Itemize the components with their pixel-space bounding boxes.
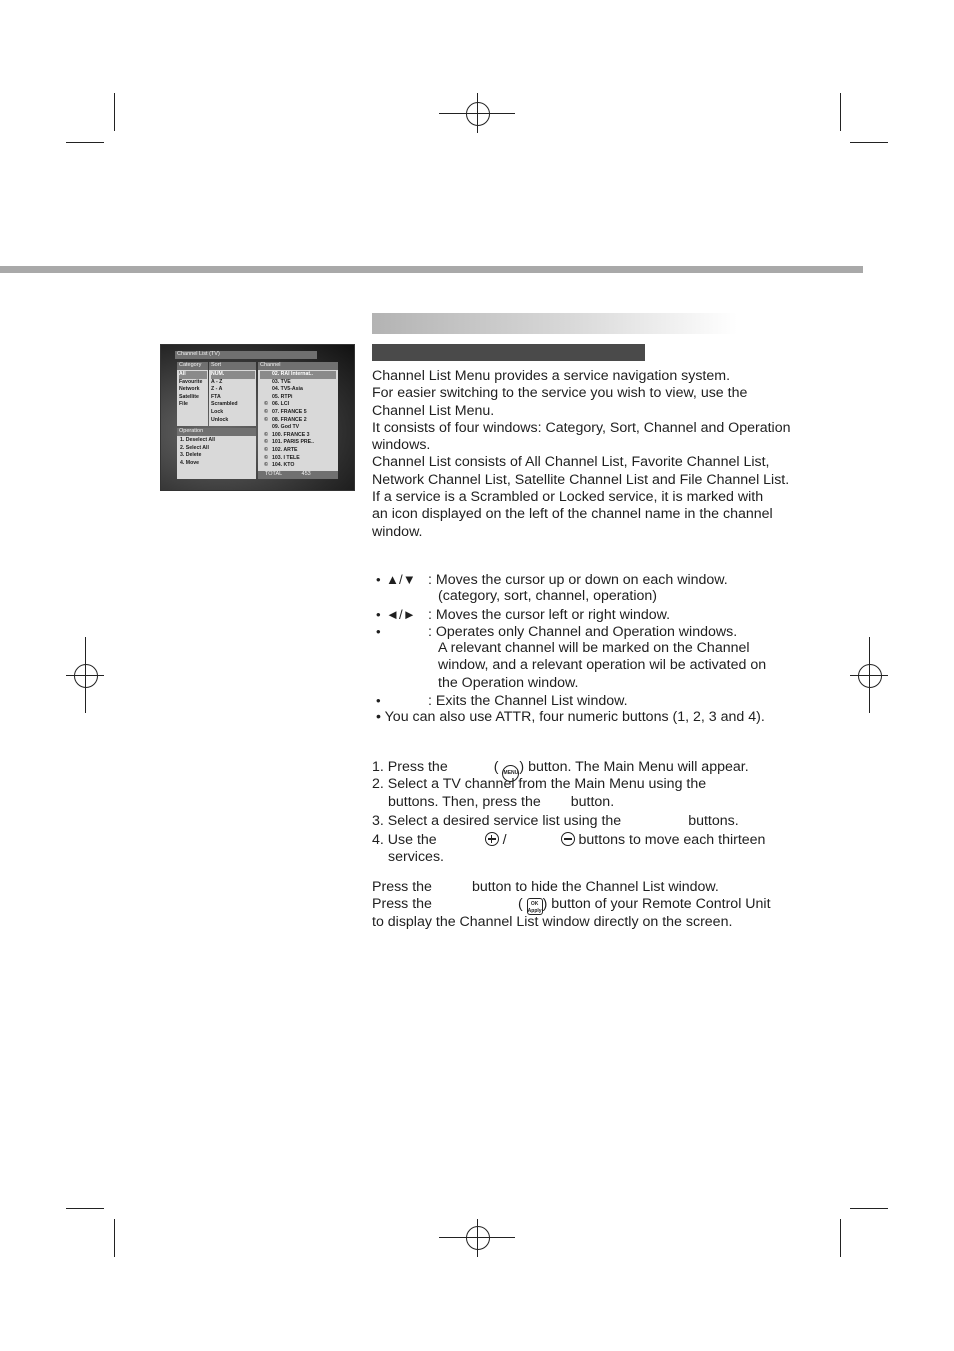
crop-mark xyxy=(66,142,104,143)
registration-circle xyxy=(74,664,98,688)
channel-item xyxy=(260,371,336,379)
category-item: File xyxy=(179,401,188,408)
step-3: 3. Select a desired service list using the buttons. xyxy=(372,812,739,829)
operation-item: 4. Move xyxy=(180,459,200,466)
description-line: For easier switching to the service you wish to view, use the xyxy=(372,385,748,402)
lock-icon: © xyxy=(264,416,268,423)
subsection-title-bar xyxy=(372,344,645,361)
category-header: Category xyxy=(177,362,208,370)
channel-name: 103. I TELE xyxy=(272,454,300,461)
crop-mark xyxy=(114,93,115,131)
key-item: • ◄/► : Moves the cursor left or right window. xyxy=(376,606,671,623)
step-1: 1. Press the ( MENU) button. The Main Menu will appear. xyxy=(372,759,765,776)
category-item: Network xyxy=(179,386,200,393)
channel-name: 07. FRANCE 5 xyxy=(272,409,307,415)
operation-item: 2. Select All xyxy=(180,444,209,451)
sort-item: A - Z xyxy=(211,378,223,385)
key-item: • : Operates only Channel and Operation windows. xyxy=(376,623,738,640)
lock-icon: © xyxy=(264,462,268,469)
sort-header: Sort xyxy=(209,362,256,370)
channel-item xyxy=(260,417,336,425)
step-2-cont: buttons. Then, press the button. xyxy=(388,793,615,810)
footer-line: Press the ( OK Apply) button of your Remote Control Unit xyxy=(372,896,771,915)
key-item: • : Exits the Channel List window. xyxy=(376,693,628,710)
description-line: If a service is a Scrambled or Locked service, it is marked with xyxy=(372,489,764,506)
crop-mark xyxy=(66,1208,104,1209)
operation-item: 3. Delete xyxy=(180,452,202,459)
channel-name: 02. RAI Internat.. xyxy=(272,371,313,377)
total-value: 453 xyxy=(301,471,311,477)
category-item: All xyxy=(179,371,207,379)
channel-item xyxy=(260,386,336,394)
crop-mark xyxy=(850,1208,888,1209)
step-4: 4. Use the / buttons to move each thirteen xyxy=(372,832,766,849)
sort-item: Z - A xyxy=(211,386,223,393)
lock-icon: © xyxy=(264,409,268,415)
lock-icon: © xyxy=(264,454,268,461)
channel-list-screenshot xyxy=(160,344,355,491)
channel-item xyxy=(260,439,336,447)
registration-circle xyxy=(466,1226,490,1250)
description-line: windows. xyxy=(372,437,431,454)
channel-item xyxy=(260,409,336,417)
lock-icon: © xyxy=(264,447,268,453)
footer-line: Press the button to hide the Channel List window. xyxy=(372,879,719,895)
channel-name: 104. KTO xyxy=(272,462,295,469)
operation-item: 1. Deselect All xyxy=(180,437,215,443)
channel-total-bar xyxy=(258,471,338,479)
channel-name: 04. TV5-Asia xyxy=(272,386,303,393)
crop-mark xyxy=(114,1219,115,1257)
channel-name: 100. FRANCE 3 xyxy=(272,431,310,438)
category-item: Satellite xyxy=(179,393,199,400)
channel-name: 03. TVE xyxy=(272,378,291,385)
footer-notes xyxy=(372,879,771,931)
minus-button-icon xyxy=(561,832,575,846)
crop-mark xyxy=(840,1219,841,1257)
channel-item xyxy=(260,401,336,409)
sort-item: NUM. xyxy=(211,371,255,379)
description-line: Channel List Menu provides a service navigation system. xyxy=(372,368,731,384)
channel-name: 101. PARIS PRE.. xyxy=(272,439,314,446)
plus-button-icon xyxy=(485,832,499,846)
crop-mark xyxy=(840,93,841,131)
registration-circle xyxy=(858,664,882,688)
registration-circle xyxy=(466,102,490,126)
channel-name: 09. God TV xyxy=(272,424,300,431)
channel-name: 08. FRANCE 2 xyxy=(272,416,307,423)
description xyxy=(372,368,790,541)
lock-icon: © xyxy=(264,439,268,446)
note: • You can also use ATTR, four numeric buttons (1, 2, 3 and 4). xyxy=(376,709,765,726)
lock-icon: © xyxy=(264,431,268,438)
channel-name: 06. LCI xyxy=(272,401,290,408)
channel-header: Channel xyxy=(258,362,338,370)
sort-item: Unlock xyxy=(211,416,229,423)
channel-item xyxy=(260,379,336,387)
up-down-arrow-key: ▲/▼ xyxy=(386,572,416,587)
key-item: • ▲/▼ : Moves the cursor up or down on each window. xyxy=(376,572,728,588)
left-right-arrow-key: ◄/► xyxy=(386,606,416,622)
steps xyxy=(372,759,765,867)
ok-button-icon: OK Apply xyxy=(527,898,543,915)
sort-item: Scrambled xyxy=(211,401,238,408)
description-line: an icon displayed on the left of the channel name in the channel xyxy=(372,506,773,523)
description-line: Channel List Menu. xyxy=(372,402,495,419)
screenshot-title: Channel List (TV) xyxy=(175,351,317,359)
operation-header: Operation xyxy=(177,428,256,436)
channel-item xyxy=(260,424,336,432)
description-line: Channel List consists of All Channel List, Favorite Channel List, xyxy=(372,454,770,471)
lock-icon: © xyxy=(264,401,268,408)
category-item: Favourite xyxy=(179,378,203,385)
channel-name: 05. RTPi xyxy=(272,393,293,400)
description-line: window. xyxy=(372,523,423,540)
step-2: 2. Select a TV channel from the Main Menu using the xyxy=(372,776,707,793)
channel-name: 102. ARTE xyxy=(272,447,298,453)
key-list: • ▲/▼ : Moves the cursor up or down on each window. (category, sort, channel, operation) • ◄/► : Moves the cursor left or right window. • : Operates only Channel and Operation windows. A relevant channel will be marked on the Channel window, and a relevant operation wil be activated on the Operation window. • : Exits the Channel List window. • You can also use ATTR, four numeric buttons (1, 2, 3 and 4). xyxy=(376,572,767,726)
channel-item xyxy=(260,462,336,470)
step-4-cont: services. xyxy=(388,849,444,866)
sort-item: FTA xyxy=(211,393,221,400)
footer-line: to display the Channel List window directly on the screen. xyxy=(372,913,733,930)
description-line: Network Channel List, Satellite Channel List and File Channel List. xyxy=(372,471,790,488)
sort-item: Lock xyxy=(211,409,224,415)
section-title-bar xyxy=(372,313,737,334)
channel-item xyxy=(260,447,336,455)
total-label: TOTAL xyxy=(265,471,283,477)
header-rule xyxy=(0,266,863,273)
description-line: It consists of four windows: Category, Sort, Channel and Operation xyxy=(372,419,791,436)
menu-button-icon: MENU xyxy=(502,765,519,782)
crop-mark xyxy=(850,142,888,143)
